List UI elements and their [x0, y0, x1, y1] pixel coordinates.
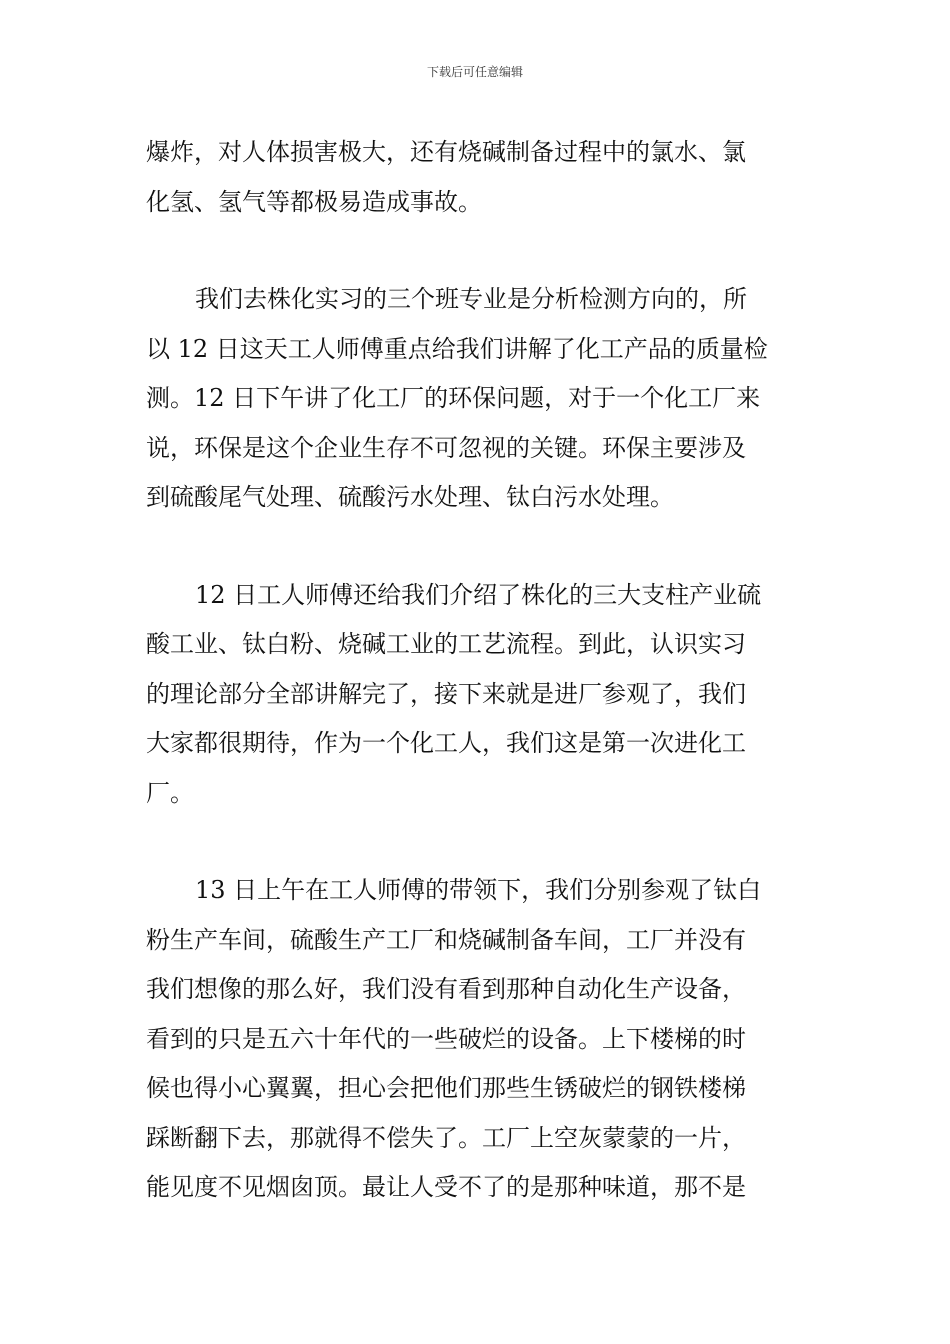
text-line: 厂。: [146, 778, 194, 807]
paragraph-spacer: [146, 818, 808, 866]
text-line: 看到的只是五六十年代的一些破烂的设备。上下楼梯的时: [146, 1024, 746, 1053]
text-line: 粉生产车间，硫酸生产工厂和烧碱制备车间，工厂并没有: [146, 925, 746, 954]
text-line-first: 12 日工人师傅还给我们介绍了株化的三大支柱产业硫: [195, 580, 762, 609]
text-line: 能见度不见烟囱顶。最让人受不了的是那种味道，那不是: [146, 1173, 746, 1201]
text-line: 爆炸，对人体损害极大，还有烧碱制备过程中的氯水、氯: [146, 138, 746, 166]
text-line: 候也得小心翼翼，担心会把他们那些生锈破烂的钢铁楼梯: [146, 1074, 746, 1102]
text-line: 到硫酸尾气处理、硫酸污水处理、钛白污水处理。: [146, 483, 674, 511]
text-line: 以 12 日这天工人师傅重点给我们讲解了化工产品的质量检: [146, 334, 768, 363]
text-line: 的理论部分全部讲解完了，接下来就是进厂参观了，我们: [146, 679, 746, 708]
paragraph-spacer: [146, 227, 808, 275]
paragraph-2: [146, 275, 808, 523]
text-line: 大家都很期待，作为一个化工人，我们这是第一次进化工: [146, 729, 746, 757]
text-line: 我们想像的那么好，我们没有看到那种自动化生产设备，: [146, 975, 746, 1003]
text-line: 化氢、氢气等都极易造成事故。: [146, 187, 482, 216]
text-line-first: 13 日上午在工人师傅的带领下，我们分别参观了钛白: [195, 876, 762, 904]
text-line: 踩断翻下去，那就得不偿失了。工厂上空灰蒙蒙的一片，: [146, 1123, 746, 1152]
page-header: 下载后可任意编辑: [426, 65, 523, 79]
text-line: 测。12 日下午讲了化工厂的环保问题，对于一个化工厂来: [146, 384, 761, 412]
paragraph-4: [146, 866, 808, 1213]
text-line: 说，环保是这个企业生存不可忽视的关键。环保主要涉及: [146, 433, 746, 462]
text-line-first: 我们去株化实习的三个班专业是分析检测方向的，所: [195, 285, 747, 313]
paragraph-1: [146, 128, 808, 227]
paragraph-3: [146, 571, 808, 819]
document-body: [146, 128, 808, 1213]
paragraph-spacer: [146, 523, 808, 571]
text-line: 酸工业、钛白粉、烧碱工业的工艺流程。到此，认识实习: [146, 630, 746, 658]
